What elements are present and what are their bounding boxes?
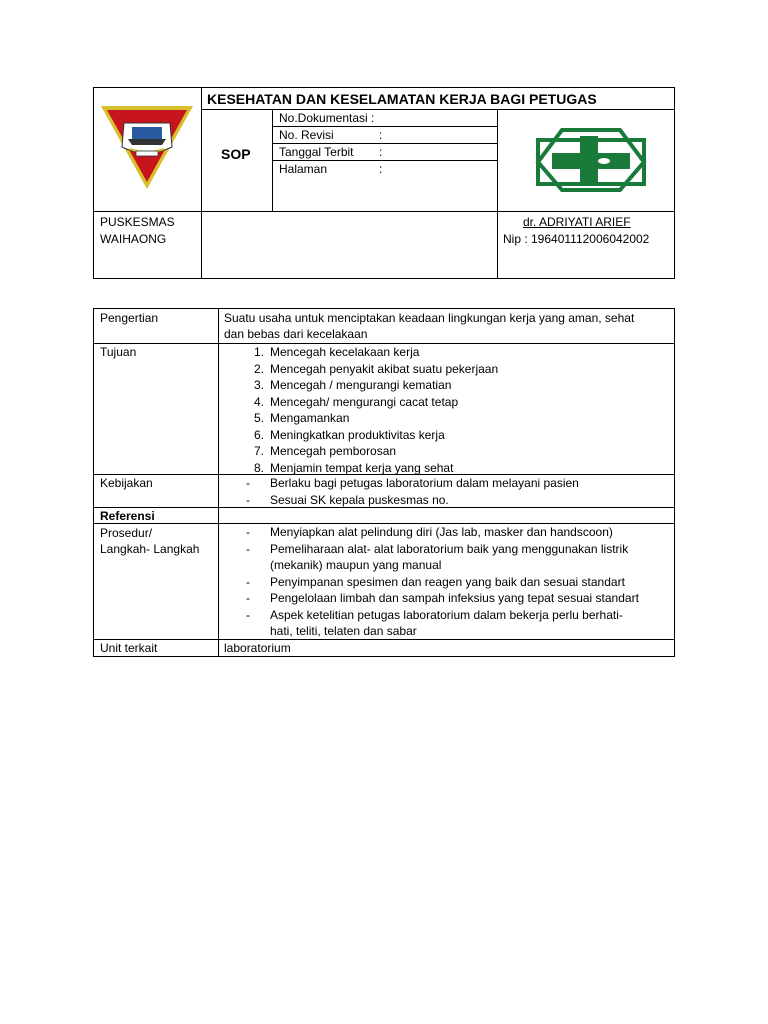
list-marker: 3. — [253, 378, 264, 392]
prosedur-item — [224, 557, 639, 574]
list-marker: - — [246, 607, 250, 622]
tujuan-item — [224, 427, 498, 444]
field-halaman: Halaman — [279, 162, 328, 176]
list-marker: 5. — [253, 411, 264, 425]
header-table — [93, 87, 675, 279]
org-location: WAIHAONG — [100, 232, 167, 246]
tujuan-item — [224, 361, 498, 378]
list-item-text: hati, teliti, telaten dan sabar — [270, 624, 417, 638]
signer-name: dr. ADRIYATI ARIEF — [523, 215, 631, 229]
list-item-text: Sesuai SK kepala puskesmas no. — [270, 492, 449, 507]
row-label-referensi: Referensi — [100, 509, 155, 523]
kebijakan-item — [224, 492, 579, 509]
list-marker: - — [246, 574, 250, 589]
sop-content-table — [93, 308, 675, 657]
pengertian-text: Suatu usaha untuk menciptakan keadaan lingkungan kerja yang aman, sehat — [224, 311, 635, 325]
field-no-revisi: No. Revisi — [279, 128, 334, 142]
list-marker: 1. — [253, 345, 264, 359]
list-item-text: Pemeliharaan alat- alat laboratorium baik yang menggunakan listrik — [270, 541, 629, 556]
list-item-text: Menyiapkan alat pelindung diri (Jas lab, masker dan handscoon) — [270, 525, 613, 539]
list-item-text: Penyimpanan spesimen dan reagen yang baik dan sesuai standart — [270, 574, 625, 589]
regional-emblem-logo — [100, 103, 194, 191]
list-marker: - — [246, 476, 250, 490]
org-name: PUSKESMAS — [100, 215, 175, 229]
kebijakan-item — [224, 475, 579, 492]
divider — [94, 211, 675, 212]
list-marker: 4. — [253, 394, 264, 409]
field-no-dokumentasi: No.Dokumentasi : — [279, 111, 375, 125]
row-label-unit-terkait: Unit terkait — [100, 641, 158, 655]
list-item-text: (mekanik) maupun yang manual — [270, 558, 442, 572]
prosedur-item — [224, 623, 639, 640]
pengertian-text: dan bebas dari kecelakaan — [224, 327, 368, 341]
list-marker: - — [246, 525, 250, 539]
tujuan-item — [224, 344, 498, 361]
document-title: KESEHATAN DAN KESELAMATAN KERJA BAGI PETUGAS — [207, 91, 597, 107]
list-marker: 6. — [253, 427, 264, 442]
tujuan-item — [224, 460, 498, 477]
unit-terkait-value: laboratorium — [224, 641, 291, 655]
divider — [218, 309, 219, 656]
kebijakan-list — [224, 475, 579, 508]
list-item-text: Meningkatkan produktivitas kerja — [270, 427, 445, 442]
list-marker: - — [246, 492, 250, 507]
list-item-text: Menjamin tempat kerja yang sehat — [270, 460, 454, 475]
list-item-text: Mengamankan — [270, 411, 350, 425]
list-marker: 2. — [253, 361, 264, 376]
list-item-text: Aspek ketelitian petugas laboratorium dalam bekerja perlu berhati- — [270, 607, 623, 622]
list-item-text: Mencegah kecelakaan kerja — [270, 345, 420, 359]
divider — [201, 88, 202, 279]
list-item-text: Mencegah/ mengurangi cacat tetap — [270, 394, 459, 409]
list-item-text: Mencegah / mengurangi kematian — [270, 378, 452, 392]
sop-label: SOP — [221, 146, 251, 162]
row-label-kebijakan: Kebijakan — [100, 476, 153, 490]
list-item-text: Berlaku bagi petugas laboratorium dalam melayani pasien — [270, 476, 579, 490]
row-label-tujuan: Tujuan — [100, 345, 137, 359]
list-item-text: Mencegah pemborosan — [270, 444, 397, 458]
divider — [497, 109, 498, 279]
tujuan-item — [224, 410, 498, 427]
field-tanggal-terbit: Tanggal Terbit — [279, 145, 354, 159]
list-marker: - — [246, 591, 250, 605]
prosedur-item — [224, 590, 639, 607]
list-marker: 7. — [253, 444, 264, 458]
tujuan-list — [224, 344, 498, 476]
prosedur-list — [224, 524, 639, 640]
tujuan-item — [224, 443, 498, 460]
field-colon: : — [379, 162, 383, 176]
signer-nip: Nip : 196401112006042002 — [503, 232, 650, 246]
row-label-pengertian: Pengertian — [100, 311, 159, 325]
prosedur-item — [224, 607, 639, 624]
tujuan-item — [224, 394, 498, 411]
prosedur-item — [224, 524, 639, 541]
list-marker: 8. — [253, 460, 264, 475]
field-colon: : — [379, 145, 383, 159]
row-label-langkah: Langkah- Langkah — [100, 542, 200, 556]
prosedur-item — [224, 574, 639, 591]
row-label-prosedur: Prosedur/ — [100, 526, 153, 540]
list-item-text: Mencegah penyakit akibat suatu pekerjaan — [270, 361, 499, 376]
prosedur-item — [224, 541, 639, 558]
list-item-text: Pengelolaan limbah dan sampah infeksius yang tepat sesuai standart — [270, 591, 639, 605]
field-colon: : — [379, 128, 383, 142]
list-marker: - — [246, 541, 250, 556]
tujuan-item — [224, 377, 498, 394]
health-cross-logo — [532, 126, 650, 194]
